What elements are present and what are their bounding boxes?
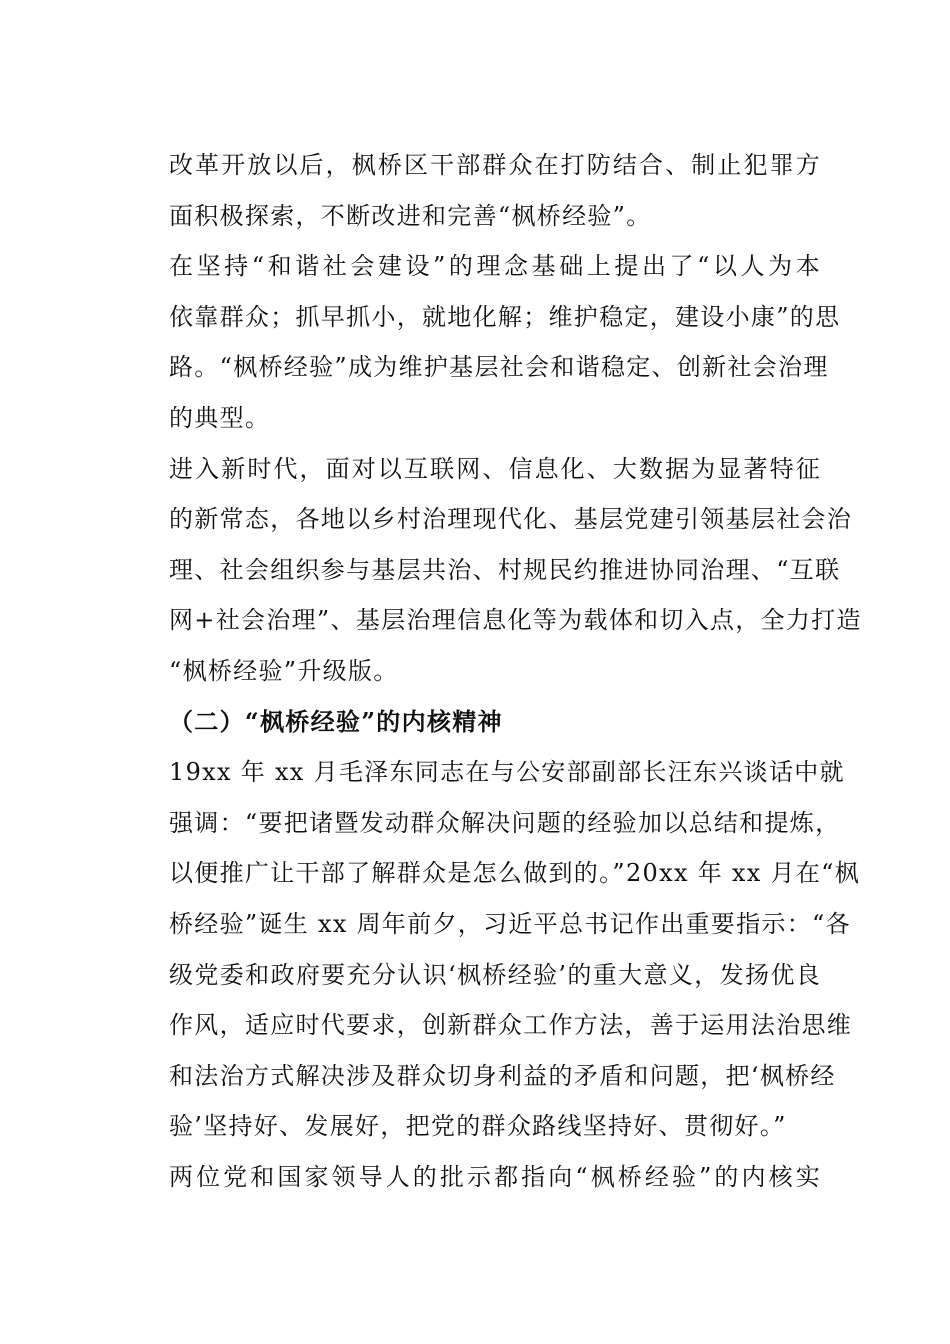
text-line: 以便推广让干部了解群众是怎么做到的。”20xx 年 xx 月在“枫	[169, 859, 861, 888]
text-line: 和法治方式解决涉及群众切身利益的矛盾和问题，把‘枫桥经	[169, 1061, 836, 1090]
document-body	[121, 140, 862, 1202]
text-line: 的新常态，各地以乡村治理现代化、基层党建引领基层社会治	[169, 505, 853, 534]
text-line: 理、社会组织参与基层共治、村规民约推进协同治理、“互联	[169, 555, 841, 584]
text-line: 作风，适应时代要求，创新群众工作方法，善于运用法治思维	[169, 1011, 853, 1040]
text-line: 面积极探索，不断改进和完善“枫桥经验”。	[169, 201, 652, 230]
paragraph-reform-opening	[121, 140, 821, 241]
text-line: 改革开放以后，枫桥区干部群众在打防结合、制止犯罪方	[169, 151, 821, 179]
text-line: 在坚持“和谐社会建设”的理念基础上提出了“以人为本	[169, 252, 821, 281]
text-line: 路。“枫桥经验”成为维护基层社会和谐稳定、创新社会治理	[169, 353, 829, 382]
paragraph-leader-instructions	[121, 747, 861, 1152]
text-line: 进入新时代，面对以互联网、信息化、大数据为显著特征	[169, 454, 821, 483]
paragraph-core-essence	[121, 1152, 821, 1203]
text-line: 网+社会治理”、基层治理信息化等为载体和切入点，全力打造	[169, 606, 862, 635]
text-line: 桥经验”诞生 xx 周年前夕，习近平总书记作出重要指示：“各	[169, 909, 851, 938]
paragraph-new-era	[121, 444, 862, 697]
text-line: 强调：“要把诸暨发动群众解决问题的经验加以总结和提炼，	[169, 808, 841, 837]
text-line: 两位党和国家领导人的批示都指向“枫桥经验”的内核实	[169, 1162, 821, 1191]
text-line: 验’坚持好、发展好，把党的群众路线坚持好、贯彻好。”	[169, 1112, 787, 1141]
text-line: 级党委和政府要充分认识‘枫桥经验’的重大意义，发扬优良	[169, 960, 821, 989]
text-line: “枫桥经验”升级版。	[169, 656, 399, 685]
text-line: 依靠群众；抓早抓小，就地化解；维护稳定，建设小康”的思	[169, 302, 841, 331]
paragraph-harmonious-society	[121, 241, 841, 443]
section-heading: （二）“枫桥经验”的内核精神	[169, 706, 503, 736]
text-line: 19xx 年 xx 月毛泽东同志在与公安部副部长汪东兴谈话中就	[169, 758, 845, 787]
text-line: 的典型。	[169, 403, 271, 432]
